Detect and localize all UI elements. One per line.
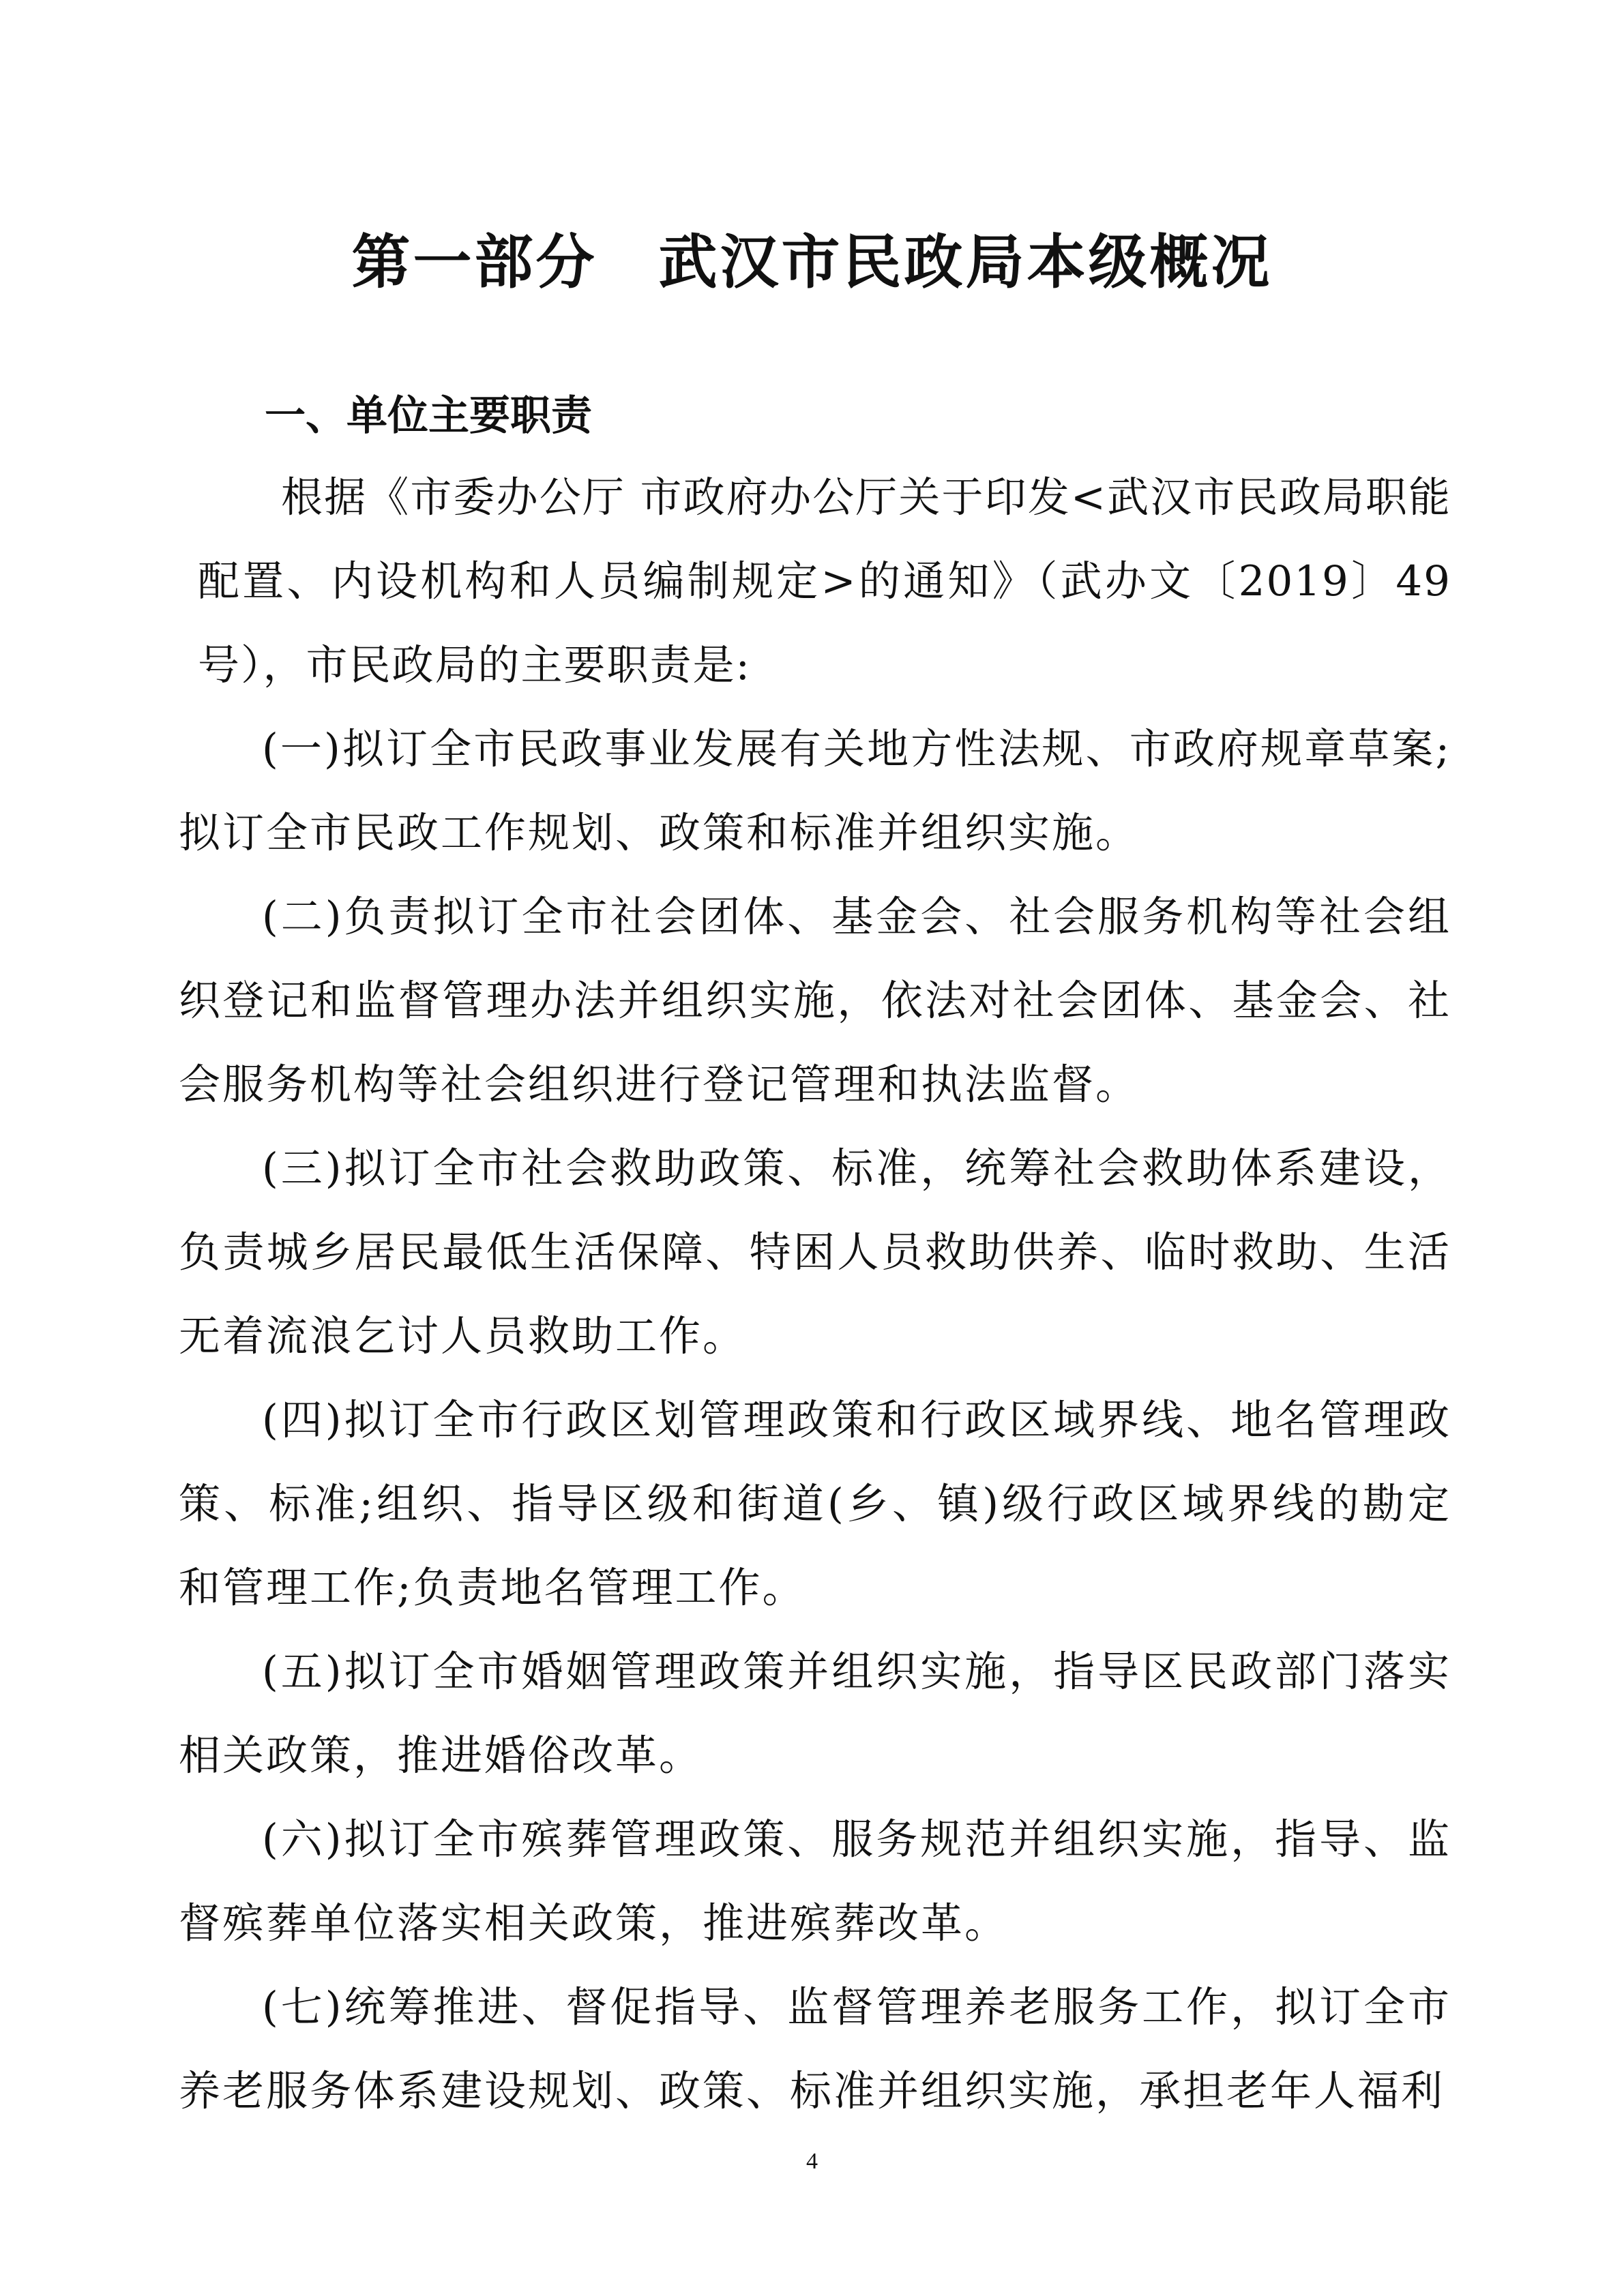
duty-paragraph-3: (三)拟订全市社会救助政策、标准，统筹社会救助体系建设，负责城乡居民最低生活保障、特困人员救助供养、临时救助、生活无着流浪乞讨人员救助工作。	[179, 1144, 1451, 1360]
section-heading: 一、单位主要职责	[265, 392, 592, 440]
page-title: 第一部分 武汉市民政局本级概况	[351, 228, 1273, 297]
body-text	[179, 456, 1451, 2133]
page-number: 4	[806, 2149, 818, 2174]
intro-paragraph: 根据《市委办公厅 市政府办公厅关于印发<武汉市民政局职能配置、内设机构和人员编制规定>的通知》（武办文〔2019〕49 号），市民政局的主要职责是:	[198, 473, 1451, 689]
duty-paragraph-4: (四)拟订全市行政区划管理政策和行政区域界线、地名管理政策、标准;组织、指导区级和街道(乡、镇)级行政区域界线的勘定和管理工作;负责地名管理工作。	[179, 1396, 1451, 1612]
duty-paragraph-5: (五)拟订全市婚姻管理政策并组织实施，指导区民政部门落实相关政策，推进婚俗改革。	[179, 1648, 1451, 1780]
duty-paragraph-1: (一)拟订全市民政事业发展有关地方性法规、市政府规章草案;拟订全市民政工作规划、政策和标准并组织实施。	[179, 725, 1451, 857]
duty-paragraph-7: (七)统筹推进、督促指导、监督管理养老服务工作，拟订全市养老服务体系建设规划、政策、标准并组织实施，承担老年人福利	[179, 1983, 1451, 2115]
duty-paragraph-6: (六)拟订全市殡葬管理政策、服务规范并组织实施，指导、监督殡葬单位落实相关政策，推进殡葬改革。	[179, 1815, 1451, 1948]
duty-paragraph-2: (二)负责拟订全市社会团体、基金会、社会服务机构等社会组织登记和监督管理办法并组织实施，依法对社会团体、基金会、社会服务机构等社会组织进行登记管理和执法监督。	[179, 893, 1451, 1109]
